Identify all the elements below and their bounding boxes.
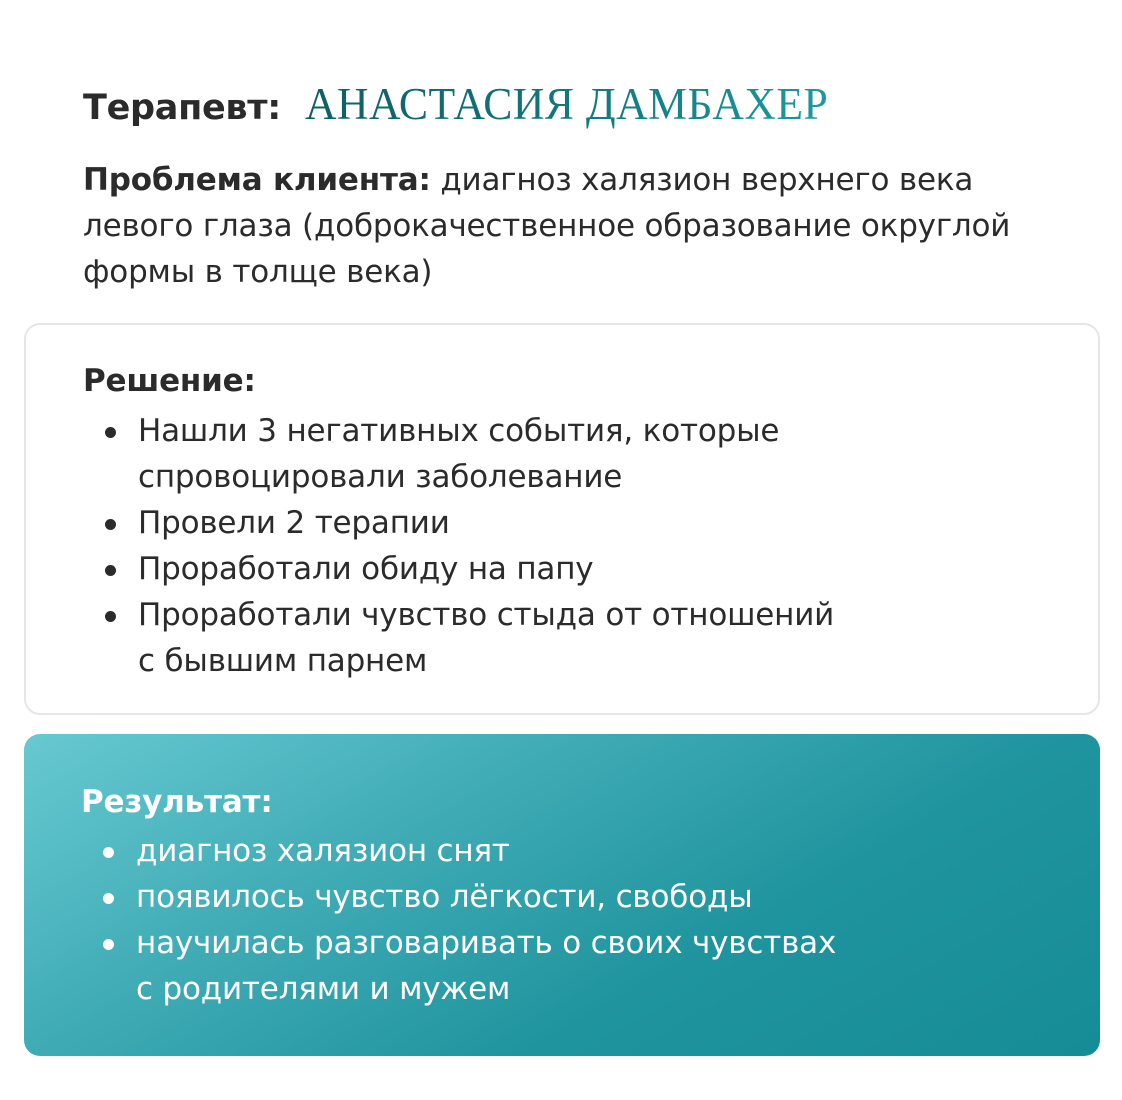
problem-label: Проблема клиента: [83, 162, 431, 198]
result-item-line: диагноз халязион снят [136, 833, 510, 869]
solution-item [83, 592, 834, 684]
solution-item [83, 500, 834, 546]
result-card [24, 734, 1100, 1056]
result-title: Результат: [81, 784, 273, 820]
bullet-icon [103, 893, 114, 904]
therapist-label: Терапевт: [83, 88, 281, 128]
result-item-line: появилось чувство лёгкости, свободы [136, 879, 753, 915]
result-item-line: с родителями и мужем [136, 971, 511, 1007]
result-item [81, 874, 836, 920]
result-item [81, 920, 836, 1012]
bullet-icon [105, 565, 116, 576]
bullet-icon [103, 939, 114, 950]
therapist-header [83, 78, 844, 134]
therapist-name: АНАСТАСИЯ ДАМБАХЕР [304, 79, 829, 129]
bullet-icon [105, 427, 116, 438]
bullet-icon [105, 519, 116, 530]
solution-item [83, 546, 834, 592]
solution-item-line: Нашли 3 негативных события, которые [138, 413, 780, 449]
bullet-icon [103, 847, 114, 858]
problem-text: диагноз халязион верхнего века левого глаза (доброкачественное образование округлой формы в толще века) [83, 162, 1011, 290]
solution-card [24, 323, 1100, 715]
solution-item-line: Проработали чувство стыда от отношений [138, 597, 835, 633]
bullet-icon [105, 611, 116, 622]
result-item-line: научилась разговаривать о своих чувствах [136, 925, 837, 961]
solution-item-line: спровоцировали заболевание [138, 459, 623, 495]
client-problem [83, 157, 1043, 295]
solution-item [83, 408, 834, 500]
solution-item-line: с бывшим парнем [138, 643, 428, 679]
solution-list [83, 408, 834, 684]
result-item [81, 828, 836, 874]
result-list [81, 828, 836, 1012]
solution-title: Решение: [83, 363, 256, 399]
solution-item-line: Проработали обиду на папу [138, 551, 594, 587]
solution-item-line: Провели 2 терапии [138, 505, 450, 541]
